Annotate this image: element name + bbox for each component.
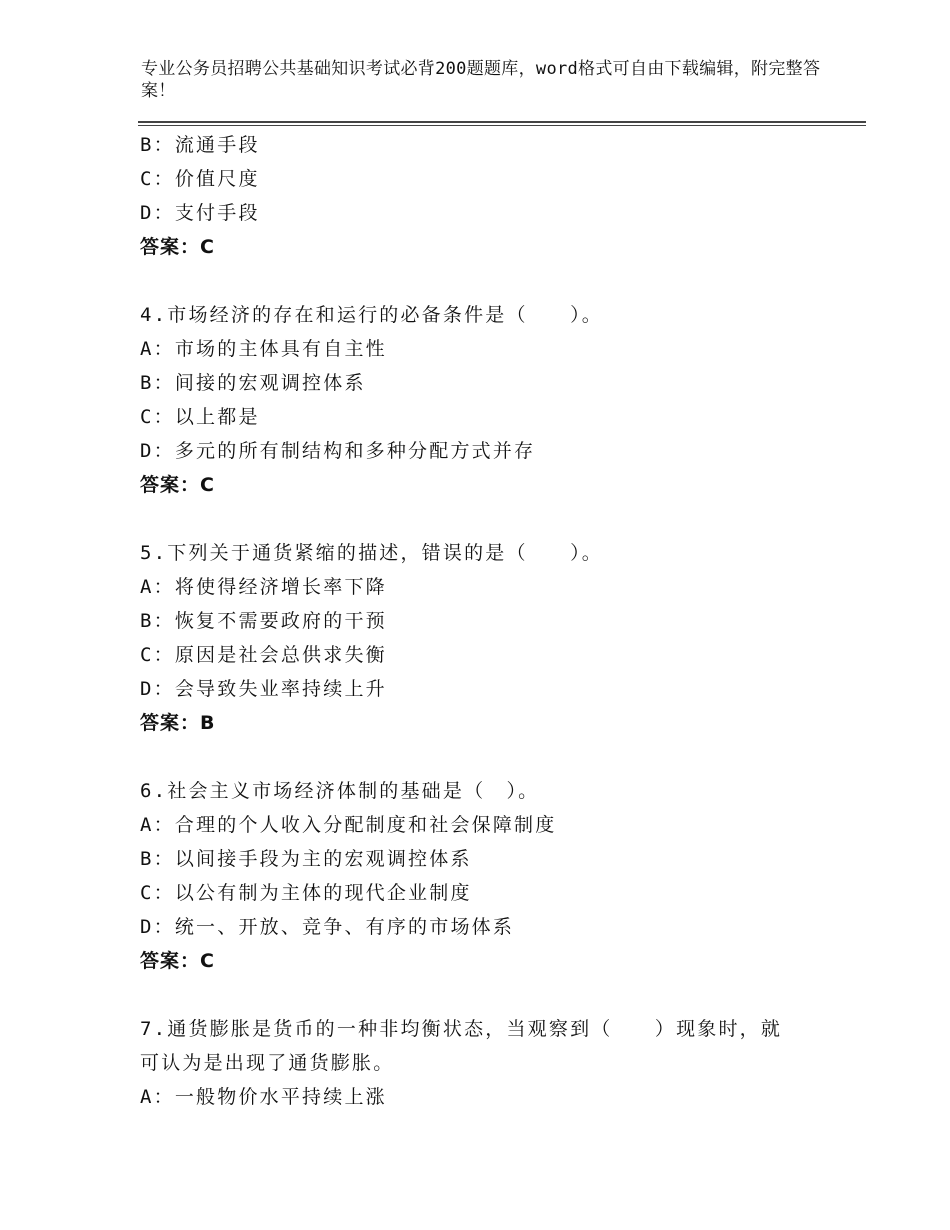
question-text: 7.通货膨胀是货币的一种非均衡状态，当观察到（ ）现象时，就可认为是出现了通货膨胀。 (140, 1018, 783, 1074)
answer: 答案：C (140, 474, 215, 496)
option-d: D：统一、开放、竞争、有序的市场体系 (140, 916, 515, 938)
header-rule-thin (138, 125, 866, 126)
question-block-5 (140, 536, 840, 740)
question-block-4 (140, 298, 840, 502)
option-d: D：支付手段 (140, 202, 260, 224)
option-b: B：间接的宏观调控体系 (140, 372, 366, 394)
option-c: C：原因是社会总供求失衡 (140, 644, 387, 666)
option-a: A：将使得经济增长率下降 (140, 576, 387, 598)
option-b: B：恢复不需要政府的干预 (140, 610, 387, 632)
question-text: 6.社会主义市场经济体制的基础是（ ）。 (140, 780, 540, 802)
option-a: A：一般物价水平持续上涨 (140, 1086, 387, 1108)
option-a: A：合理的个人收入分配制度和社会保障制度 (140, 814, 557, 836)
option-c: C：价值尺度 (140, 168, 260, 190)
answer: 答案：B (140, 712, 216, 734)
option-b: B：流通手段 (140, 134, 260, 156)
option-c: C：以公有制为主体的现代企业制度 (140, 882, 472, 904)
question-block-3 (140, 128, 840, 264)
question-content (140, 128, 840, 1114)
option-b: B：以间接手段为主的宏观调控体系 (140, 848, 472, 870)
question-block-7 (140, 1012, 840, 1114)
document-header: 专业公务员招聘公共基础知识考试必背200题题库，word格式可自由下载编辑，附完整答案！ (141, 59, 821, 101)
answer: 答案：C (140, 950, 215, 972)
option-a: A：市场的主体具有自主性 (140, 338, 387, 360)
option-c: C：以上都是 (140, 406, 260, 428)
question-text: 5.下列关于通货紧缩的描述，错误的是（ ）。 (140, 542, 603, 564)
option-d: D：多元的所有制结构和多种分配方式并存 (140, 440, 536, 462)
answer: 答案：C (140, 236, 215, 258)
question-text: 4.市场经济的存在和运行的必备条件是（ ）。 (140, 304, 603, 326)
question-block-6 (140, 774, 840, 978)
option-d: D：会导致失业率持续上升 (140, 678, 387, 700)
header-rule-thick (138, 121, 866, 123)
